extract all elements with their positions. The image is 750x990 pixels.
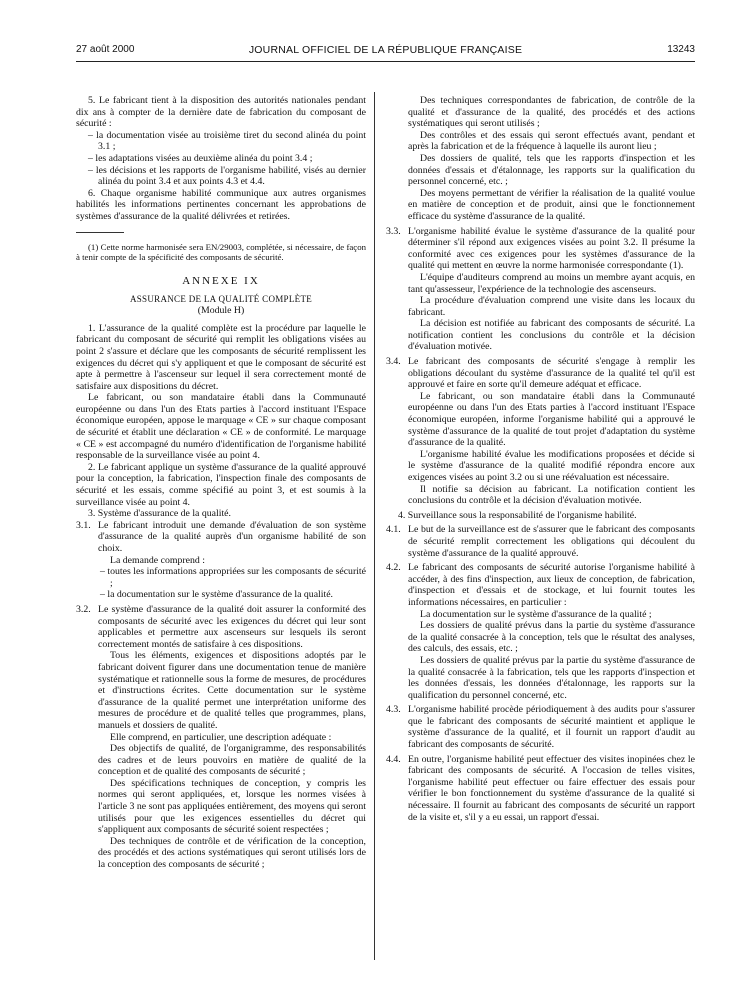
- list-item: Des contrôles et des essais qui seront effectués avant, pendant et après la fabrication et de la fréquence à laquelle ils auront lieu ;: [408, 129, 695, 153]
- paragraph: Il notifie sa décision au fabricant. La notification contient les conclusions du contrôle et la décision d'évaluation motivée.: [408, 483, 695, 507]
- annex-subtitle: ASSURANCE DE LA QUALITÉ COMPLÈTE: [129, 293, 313, 304]
- section-3-1: [76, 520, 366, 555]
- list-item: Des spécifications techniques de conception, y compris les normes qui seront appliquées, et, lorsque les normes visées à l'article 3 ne sont pas appliquées entièrement, des moyens qui seront utilisés pour que les exigences essentielles du décret qui s'appliquent aux composants de sécurité soient respectées ;: [98, 777, 366, 836]
- section-number: 3.3.: [386, 225, 401, 237]
- annex-module: (Module H): [197, 305, 245, 317]
- section-number: 4.2.: [386, 562, 401, 574]
- section-4: 4. Surveillance sous la responsabilité de l'organisme habilité.: [398, 509, 637, 521]
- list-item: Les dossiers de qualité prévus dans la partie du système d'assurance de la qualité consacrée à la conception, tels que le résultat des analyses, des calculs, des essais, etc. ;: [408, 620, 695, 655]
- section-text: En outre, l'organisme habilité peut effectuer des visites inopinées chez le fabricant des composants de sécurité. A l'occasion de telles visites, l'organisme habilité peut effectuer ou faire effectuer des essais pour vérifier le bon fonctionnement du système d'assurance de la qualité si nécessaire. Il fournit au fabricant des composants de sécurité un rapport de la visite et, s'il y a eu essai, un rapport d'essai.: [408, 753, 695, 823]
- section-2: 2. Le fabricant applique un système d'assurance de la qualité approuvé pour la conception, la fabrication, l'inspection finale des composants de sécurité et les essais, comme spécifié au point 3, et est soumis à la surveillance visée au point 4.: [76, 461, 366, 508]
- column-divider: [374, 92, 375, 960]
- list-item: La documentation sur le système d'assurance de la qualité ;: [420, 608, 652, 620]
- annex-title: ANNEXE IX: [182, 274, 260, 287]
- list-item: Des dossiers de qualité, tels que les rapports d'inspection et les données d'essais et d'étalonnage, les rapports sur la qualification du personnel concerné, etc. ;: [408, 152, 695, 188]
- header-date: 27 août 2000: [76, 44, 135, 55]
- left-column: [76, 95, 366, 871]
- list-item: Les dossiers de qualité prévus par la partie du système d'assurance de la qualité consacrée à la fabrication, tels que les rapports d'inspection et les données d'essais, les données d'étalonnage, les rapports sur la qualification du personnel concerné, etc.: [408, 654, 695, 701]
- section-text: Le fabricant des composants de sécurité autorise l'organisme habilité à accéder, à des fins d'inspection, aux lieux de conception, de fabrication, d'inspection et d'essais et de stockage, et lui fournit toutes les informations nécessaires, en particulier :: [408, 562, 695, 608]
- section-3-2: [76, 604, 366, 650]
- section-4-1: [386, 524, 695, 559]
- section-number: 3.2.: [76, 603, 91, 615]
- section-3-3: [386, 226, 695, 272]
- paragraph-5: 5. Le fabricant tient à la disposition des autorités nationales pendant dix ans à compter de la dernière date de fabrication du composant de sécurité :: [76, 95, 366, 130]
- list-item: – la documentation sur le système d'assurance de la qualité.: [100, 589, 334, 601]
- paragraph: L'équipe d'auditeurs comprend au moins un membre ayant acquis, en tant qu'assesseur, l'expérience de la technologie des ascenseurs.: [408, 271, 695, 295]
- footnote-rule: [76, 232, 124, 233]
- section-1: 1. L'assurance de la qualité complète est la procédure par laquelle le fabricant du composant de sécurité qui remplit les obligations visées au point 2 s'assure et déclare que les composants de sécurité remplissent les exigences du décret qui s'y appliquent et que le composant de sécurité est apte à permettre à l'ascenseur sur lequel il sera correctement monté de satisfaire aux dispositions du décret.: [76, 322, 366, 392]
- right-column: [386, 95, 695, 823]
- paragraph-6: 6. Chaque organisme habilité communique aux autres organismes habilités les informations pertinentes concernant les approbations de systèmes d'assurance de la qualité délivrées et retirées.: [76, 187, 366, 222]
- section-4-3: [386, 704, 695, 750]
- header-rule: [76, 61, 695, 62]
- section-4-4: [386, 754, 695, 824]
- list-item: – la documentation visée au troisième tiret du second alinéa du point 3.1 ;: [88, 129, 366, 153]
- paragraph: La décision est notifiée au fabricant des composants de sécurité. La notification contient les conclusions du contrôle et la décision d'évaluation motivée.: [408, 318, 695, 353]
- header-journal-title: JOURNAL OFFICIEL DE LA RÉPUBLIQUE FRANÇAISE: [248, 44, 523, 56]
- list-item: Des objectifs de qualité, de l'organigramme, des responsabilités des cadres et de leurs pouvoirs en matière de qualité de la conception et de qualité des composants de sécurité ;: [98, 743, 366, 778]
- section-text: Le but de la surveillance est de s'assurer que le fabricant des composants de sécurité remplit correctement les obligations qui découlent du système d'assurance de la qualité approuvé.: [408, 524, 695, 559]
- paragraph: L'organisme habilité évalue les modifications proposées et décide si le système d'assurance de la qualité modifié répondra encore aux exigences visées au point 3.2 ou si une réévaluation est nécessaire.: [408, 448, 695, 483]
- list-item: – les adaptations visées au deuxième alinéa du point 3.4 ;: [88, 152, 313, 164]
- section-text: Le système d'assurance de la qualité doit assurer la conformité des composants de sécurité avec les exigences du décret qui leur sont applicables et permettre aux ascenseurs sur lesquels ils seront correctement montés de satisfaire à ces dispositions.: [98, 603, 366, 650]
- list-item: Des techniques correspondantes de fabrication, de contrôle de la qualité et d'assurance de la qualité, des procédés et des actions systématiques qui seront utilisés ;: [408, 95, 695, 130]
- paragraph: La demande comprend :: [110, 554, 205, 566]
- section-text: Le fabricant introduit une demande d'évaluation de son système d'assurance de la qualité auprès d'un organisme habilité de son choix.: [98, 519, 366, 554]
- section-number: 3.1.: [76, 519, 91, 531]
- paragraph: Tous les éléments, exigences et dispositions adoptés par le fabricant doivent figurer dans une documentation tenue de manière systématique et rationnelle sous la forme de mesures, de procédures et d'instructions écrites. Cette documentation sur le système d'assurance de la qualité permet une interprétation uniforme des mesures de procédure et de qualité telles que programmes, plans, manuels et dossiers de qualité.: [98, 650, 366, 731]
- section-number: 4.1.: [386, 524, 401, 536]
- paragraph: Le fabricant, ou son mandataire établi dans la Communauté européenne ou dans l'un des Etats parties à l'accord instituant l'Espace économique européen, informe l'organisme habilité qui a approuvé le système d'assurance de la qualité de tout projet d'adaptation du système d'assurance de la qualité.: [408, 390, 695, 449]
- section-1-paragraph: Le fabricant, ou son mandataire établi dans la Communauté européenne ou dans l'un des Etats parties à l'accord instituant l'Espace économique européen, appose le marquage « CE » sur chaque composant de sécurité et établit une déclaration « CE » de conformité. Le marquage « CE » est accompagné du numéro d'identification de l'organisme habilité responsable de la surveillance visée au point 4.: [76, 392, 366, 462]
- section-text: L'organisme habilité évalue le système d'assurance de la qualité pour déterminer s'il répond aux exigences visées au point 3.2. Il présume la conformité avec ces exigences pour les systèmes d'assurance de la qualité qui mettent en œuvre la norme harmonisée correspondante (1).: [408, 225, 695, 272]
- paragraph: La procédure d'évaluation comprend une visite dans les locaux du fabricant.: [408, 295, 695, 318]
- section-text: Le fabricant des composants de sécurité s'engage à remplir les obligations découlant du système d'assurance de la qualité tel qu'il est approuvé et faire en sorte qu'il demeure adéquat et efficace.: [408, 356, 695, 391]
- list-item: – toutes les informations appropriées sur les composants de sécurité ;: [100, 566, 366, 589]
- list-item: – les décisions et les rapports de l'organisme habilité, visés au dernier alinéa du point 3.4 et aux points 4.3 et 4.4.: [88, 164, 366, 188]
- section-3-4: [386, 356, 695, 391]
- section-4-2: [386, 562, 695, 608]
- section-text: L'organisme habilité procède périodiquement à des audits pour s'assurer que le fabricant des composants de sécurité maintient et applique le système d'assurance de la qualité, et il fournit un rapport d'audit au fabricant des composants de sécurité.: [408, 704, 695, 751]
- page-header: [76, 44, 695, 60]
- section-number: 4.3.: [386, 704, 401, 716]
- list-item: Des techniques de contrôle et de vérification de la conception, des procédés et des actions systématiques qui seront utilisés lors de la conception des composants de sécurité ;: [98, 835, 366, 871]
- footnote: (1) Cette norme harmonisée sera EN/29003, complétée, si nécessaire, de façon à tenir compte de la spécificité des composants de sécurité.: [76, 241, 366, 262]
- header-page-number: 13243: [667, 44, 695, 55]
- section-number: 3.4.: [386, 356, 401, 368]
- list-item: Des moyens permettant de vérifier la réalisation de la qualité voulue en matière de conception et de produit, ainsi que le fonctionnement efficace du système d'assurance de la qualité.: [408, 187, 695, 222]
- section-3: 3. Système d'assurance de la qualité.: [88, 508, 231, 520]
- section-number: 4.4.: [386, 753, 401, 765]
- paragraph: Elle comprend, en particulier, une description adéquate :: [110, 731, 332, 743]
